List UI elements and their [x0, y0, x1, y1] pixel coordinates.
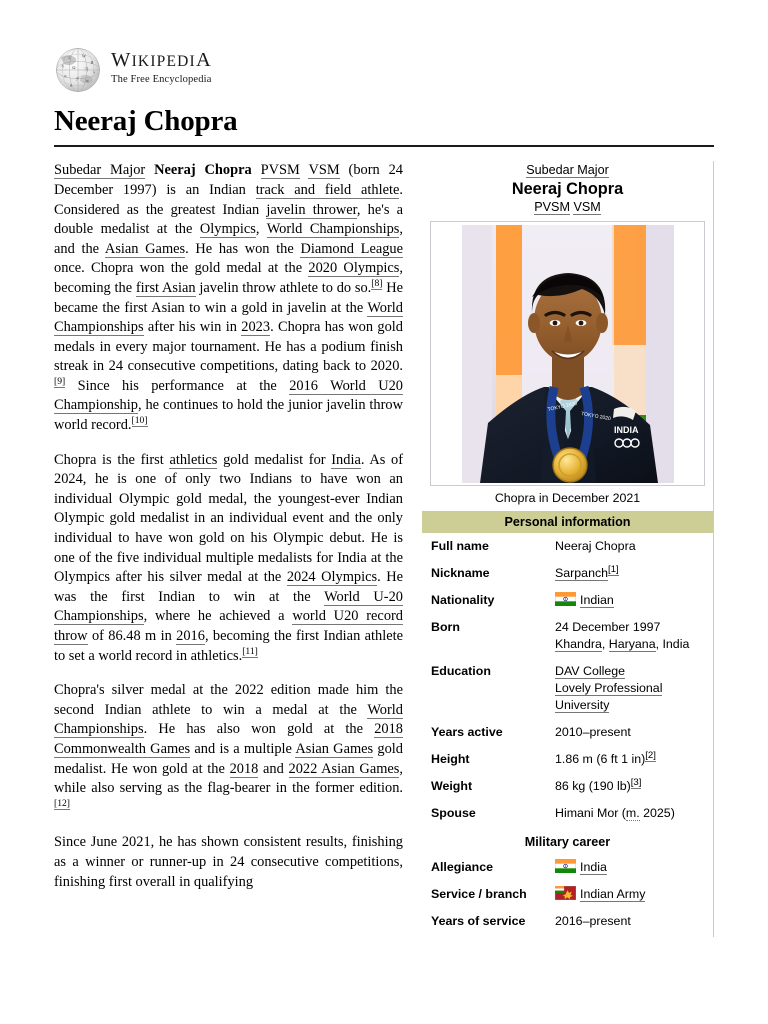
infobox-posttitle [422, 200, 713, 221]
infobox-table [422, 533, 713, 827]
infobox-link[interactable]: DAV College [555, 664, 626, 679]
infobox-value-line [555, 680, 707, 697]
infobox-row-value [555, 746, 713, 773]
infobox-value-line [555, 663, 707, 680]
page-title: Neeraj Chopra [54, 105, 238, 137]
svg-text:Ω: Ω [72, 65, 76, 71]
site-wordmark-text: WIKIPEDIA [111, 49, 212, 71]
infobox-section-heading: Military career [422, 827, 713, 854]
article-link[interactable]: 2020 Olympics [308, 260, 400, 277]
svg-text:Я: Я [90, 60, 94, 66]
india-flag-icon [555, 592, 576, 606]
infobox-row-label: Spouse [431, 806, 476, 821]
citation-ref[interactable]: [8] [371, 278, 383, 290]
citation-ref[interactable]: [10] [131, 415, 148, 427]
india-flag-icon [555, 859, 576, 873]
infobox-link[interactable]: Indian [580, 593, 614, 608]
article-link[interactable]: javelin thrower [266, 201, 357, 218]
svg-text:TOKYO 2020: TOKYO 2020 [580, 411, 611, 423]
infobox-link[interactable]: University [555, 698, 610, 713]
article-content [54, 161, 714, 929]
infobox-container [422, 161, 714, 937]
article-link[interactable]: athletics [169, 451, 218, 468]
site-tagline: The Free Encyclopedia [111, 73, 212, 85]
infobox-row-label: Nationality [431, 593, 495, 608]
site-header [54, 46, 714, 96]
article-link[interactable]: 2016 World U20 Championship [54, 377, 403, 414]
svg-text:ν: ν [93, 69, 96, 75]
citation-ref[interactable]: [11] [242, 645, 258, 657]
article-link[interactable]: 2022 Asian Games [288, 760, 400, 777]
infobox-row-label: Allegiance [431, 860, 493, 875]
infobox-value-line: 2016–present [555, 914, 631, 929]
infobox-row-value [555, 560, 713, 587]
article-link[interactable]: first Asian [135, 279, 196, 296]
infobox-row-value [555, 587, 713, 614]
citation-ref[interactable]: [2] [645, 750, 656, 762]
infobox-row-value [555, 908, 713, 935]
article-link[interactable]: 2018 [229, 760, 259, 777]
article-link[interactable]: World Championships [54, 701, 403, 738]
paragraph-medals: Chopra's silver medal at the 2022 edition made him the second Indian athlete to win a medal at the World Championships. He has also won gold at the 2018 Commonwealth Games and is a multiple Asian Games gold medalist. He won gold at the 2018 and 2022 Asian Games, while also serving as the flag-bearer in the former edition.[12] [54, 682, 403, 809]
infobox-link[interactable]: India [580, 860, 607, 875]
infobox-row-label: Education [431, 664, 491, 679]
infobox-row-label: Height [431, 752, 470, 767]
article-link[interactable]: Asian Games [295, 740, 374, 757]
infobox-pretitle-link[interactable]: Subedar Major [526, 163, 609, 178]
citation-ref[interactable]: [9] [54, 376, 66, 388]
infobox-row-label: Years of service [431, 914, 526, 929]
article-link[interactable]: Olympics [199, 221, 256, 238]
infobox-row [422, 658, 713, 719]
infobox-row-value [555, 719, 713, 746]
infobox-value-line [555, 886, 707, 903]
article-link[interactable]: Diamond League [300, 240, 404, 257]
citation-ref[interactable]: [1] [608, 564, 619, 576]
svg-text:б: б [61, 63, 64, 69]
infobox-value-line: 2010–present [555, 725, 631, 740]
infobox-value-line [555, 565, 707, 582]
title-divider [54, 145, 714, 147]
infobox-row-value [555, 881, 713, 908]
article-link[interactable]: Subedar Major [54, 162, 146, 179]
infobox-row-label: Service / branch [431, 887, 527, 902]
wikipedia-globe-icon [54, 46, 102, 94]
infobox-row [422, 719, 713, 746]
article-body [54, 161, 403, 892]
infobox-link[interactable]: Sarpanch [555, 566, 609, 581]
infobox-row-label: Weight [431, 779, 473, 794]
infobox-sections [422, 511, 713, 935]
svg-text:ð: ð [69, 82, 72, 88]
infobox-value-line: 1.86 m (6 ft 1 in)[2] [555, 750, 656, 767]
article-link[interactable]: 2018 Commonwealth Games [54, 721, 403, 757]
infobox-row-value [555, 773, 713, 800]
infobox-image-box [422, 221, 713, 511]
infobox-row-value [555, 800, 713, 827]
article-link[interactable]: India [331, 451, 361, 468]
article-link[interactable]: Asian Games [104, 240, 186, 257]
article-link[interactable]: 2016 [176, 628, 205, 644]
pvsm-link[interactable]: PVSM [534, 200, 570, 215]
article-link[interactable]: VSM [308, 162, 340, 179]
infobox-row [422, 533, 713, 560]
infobox-row [422, 587, 713, 614]
citation-ref[interactable]: [12] [54, 797, 70, 809]
article-link[interactable]: world U20 record throw [54, 608, 403, 644]
infobox-link[interactable]: Indian Army [580, 887, 646, 902]
svg-text:デ: デ [75, 76, 80, 82]
infobox-row [422, 881, 713, 908]
infobox-row [422, 908, 713, 935]
article-link[interactable]: World U-20 Championships [54, 588, 403, 625]
infobox-row-value [555, 658, 713, 719]
infobox-link[interactable]: Haryana [608, 637, 656, 652]
site-wordmark [111, 46, 212, 85]
infobox-section-heading: Personal information [422, 511, 713, 533]
article-link[interactable]: World Championships [54, 299, 403, 336]
infobox-row-label: Full name [431, 539, 489, 554]
infobox-value-line: 86 kg (190 lb)[3] [555, 777, 642, 794]
married-abbr[interactable]: m. [625, 806, 640, 821]
infobox-value-line: Khandra, Haryana, India [555, 637, 690, 652]
svg-text:W: W [81, 53, 86, 59]
infobox-row-label: Born [431, 620, 460, 635]
article-link[interactable]: track and field athlete [255, 181, 400, 198]
infobox-value-line [555, 592, 707, 609]
paragraph-lead: Subedar Major Neeraj Chopra PVSM VSM (born 24 December 1997) is an Indian track and field athlete. Considered as the greatest Indian javelin thrower, he's a double medalist at the Olympics, World Championships, and the Asian Games. He has won the Diamond League once. Chopra won the gold medal at the 2020 Olympics, becoming the first Asian javelin throw athlete to do so.[8] He became the first Asian to win a gold in javelin at the World Championships after his win in 2023. Chopra has won gold medals in every major tournament. He has a podium finish streak in 24 consecutive competitions, dating back to 2020.[9] Since his performance at the 2016 World U20 Championship, he continues to hold the junior javelin throw world record.[10] [54, 162, 404, 434]
infobox-value-line: 24 December 1997 [555, 620, 661, 635]
article-link[interactable]: 2023 [241, 319, 271, 336]
svg-text:INDIA: INDIA [613, 425, 638, 436]
infobox-row-label: Nickname [431, 566, 490, 581]
infobox-image-frame [430, 221, 705, 486]
citation-ref[interactable]: [3] [630, 777, 642, 789]
infobox-row [422, 854, 713, 881]
infobox-row [422, 773, 713, 800]
infobox-link[interactable]: Khandra [555, 637, 602, 652]
infobox-image-caption: Chopra in December 2021 [494, 491, 641, 506]
svg-text:가: 가 [84, 66, 89, 72]
infobox-row [422, 560, 713, 587]
subject-name: Neeraj Chopra [154, 162, 252, 179]
article-link[interactable]: 2024 Olympics [286, 569, 378, 586]
vsm-link[interactable]: VSM [573, 200, 601, 215]
infobox-value-line: Himani Mor (m. 2025) [555, 806, 675, 821]
infobox-link[interactable]: Lovely Professional [555, 681, 663, 696]
svg-text:क: क [85, 78, 89, 84]
infobox-row [422, 746, 713, 773]
infobox [422, 161, 714, 937]
infobox-row [422, 614, 713, 658]
indian-army-flag-icon [555, 886, 576, 900]
infobox-title: Neeraj Chopra [511, 180, 624, 199]
svg-text:TOKYO 2020: TOKYO 2020 [546, 401, 578, 414]
infobox-table [422, 854, 713, 935]
article-link[interactable]: World Championships [266, 221, 400, 238]
article-link[interactable]: PVSM [260, 162, 300, 179]
svg-text:א: א [64, 73, 67, 79]
infobox-value-line: Neeraj Chopra [555, 539, 636, 554]
infobox-value-line [555, 697, 707, 714]
infobox-row [422, 800, 713, 827]
infobox-row-value [555, 854, 713, 881]
infobox-pretitle [422, 161, 713, 177]
infobox-row-value [555, 614, 713, 658]
infobox-row-label: Years active [431, 725, 503, 740]
infobox-value-line [555, 859, 707, 876]
chopra-portrait-photo[interactable] [462, 225, 674, 483]
paragraph-consistency: Since June 2021, he has shown consistent results, finishing as a winner or runner-up in 24 consecutive competitions, finishing first overall in qualifying [54, 834, 403, 890]
infobox-row-value [555, 533, 713, 560]
paragraph-achievements: Chopra is the first athletics gold medalist for India. As of 2024, he is one of only two Indians to have won an individual Olympic gold medal, the youngest-ever Indian Olympic gold medalist in an individual event and the only individual to have won gold on his Olympic debut. He is one of the five individual multiple medalists for India at the Olympics after his silver medal at the 2024 Olympics. He was the first Indian to win at the World U-20 Championships, where he achieved a world U20 record throw of 86.48 m in 2016, becoming the first Indian athlete to set a world record in athletics.[11] [54, 451, 403, 664]
svg-text:文: 文 [66, 54, 72, 60]
